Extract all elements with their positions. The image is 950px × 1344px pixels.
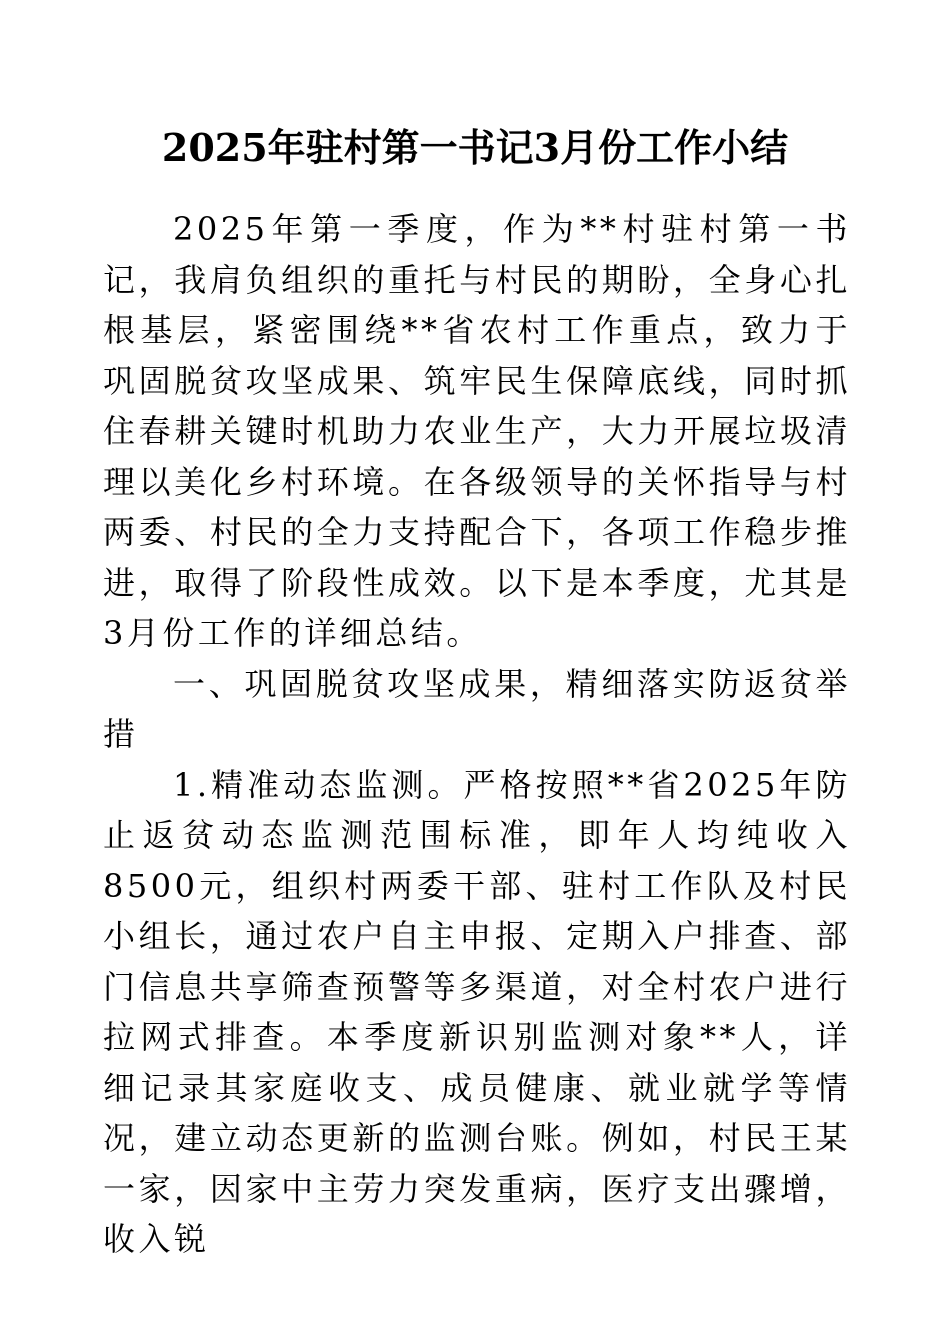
section-heading-1: 一、巩固脱贫攻坚成果，精细落实防返贫举措 (103, 664, 851, 753)
subsection-paragraph-1: 1.精准动态监测。严格按照**省2025年防止返贫动态监测范围标准，即年人均纯收入8500元，组织村两委干部、驻村工作队及村民小组长，通过农户自主申报、定期入户排查、部门信息共享筛查预警等多渠道，对全村农户进行拉网式排查。本季度新识别监测对象**人，详细记录其家庭收支、成员健康、就业就学等情况，建立动态更新的监测台账。例如，村民王某一家，因家中主劳力突发重病，医疗支出骤增，收入锐 (103, 765, 851, 1258)
document-body (103, 204, 851, 1265)
document-title: 2025年驻村第一书记3月份工作小结 (161, 125, 789, 170)
intro-paragraph: 2025年第一季度，作为**村驻村第一书记，我肩负组织的重托与村民的期盼，全身心扎根基层，紧密围绕**省农村工作重点，致力于巩固脱贫攻坚成果、筑牢民生保障底线，同时抓住春耕关键时机助力农业生产，大力开展垃圾清理以美化乡村环境。在各级领导的关怀指导与村两委、村民的全力支持配合下，各项工作稳步推进，取得了阶段性成效。以下是本季度，尤其是3月份工作的详细总结。 (103, 210, 851, 652)
